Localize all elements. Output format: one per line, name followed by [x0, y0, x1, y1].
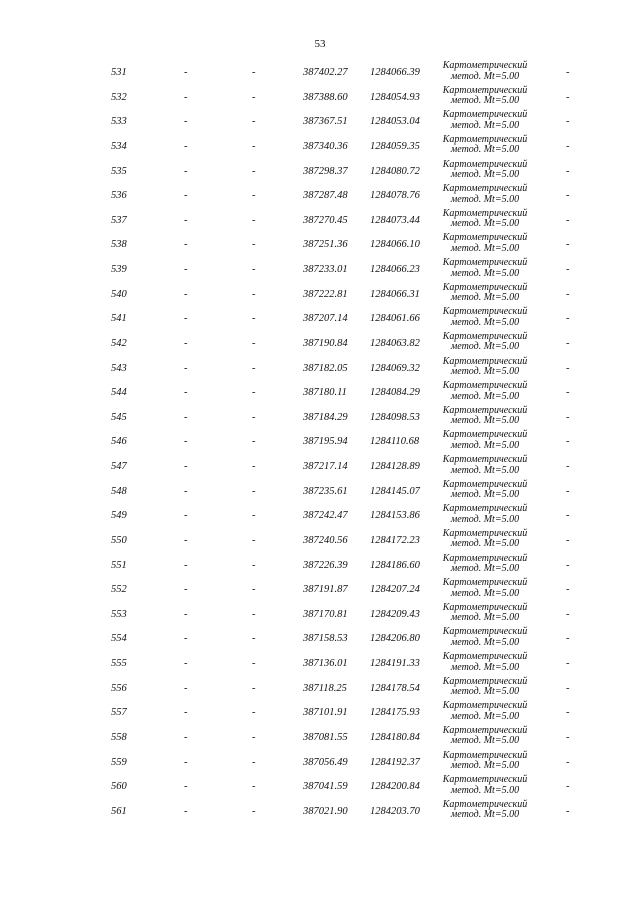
point-number: 536 [111, 190, 127, 202]
y-coordinate: 1284073.44 [370, 214, 420, 226]
method-cell: Картометрический метод. Mt=5.00 [442, 700, 528, 722]
method-cell: Картометрический метод. Mt=5.00 [442, 749, 528, 771]
dash-cell-3: - [566, 682, 570, 694]
y-coordinate: 1284172.23 [370, 534, 420, 546]
method-cell: Картометрический метод. Mt=5.00 [442, 798, 528, 821]
page-number: 53 [314, 38, 326, 50]
method-cell: Картометрический метод. Mt=5.00 [442, 109, 528, 131]
method-cell: Картометрический метод. Mt=5.00 [442, 84, 528, 107]
dash-cell-3: - [566, 608, 570, 620]
x-coordinate: 387182.05 [303, 362, 348, 374]
dash-cell-2: - [252, 534, 256, 546]
dash-cell-1: - [184, 510, 188, 522]
method-cell: Картометрический метод. Mt=5.00 [442, 257, 528, 279]
dash-cell-2: - [252, 116, 256, 128]
y-coordinate: 1284207.24 [370, 584, 420, 596]
dash-cell-2: - [252, 682, 256, 694]
table-row [0, 208, 640, 233]
method-cell: Картометрический метод. Mt=5.00 [442, 429, 528, 451]
y-coordinate: 1284178.54 [370, 682, 420, 694]
dash-cell-2: - [252, 485, 256, 497]
dash-cell-3: - [566, 534, 570, 546]
dash-cell-3: - [566, 461, 570, 472]
dash-cell-3: - [566, 633, 570, 645]
x-coordinate: 387021.90 [303, 805, 348, 817]
method-cell: Картометрический метод. Mt=5.00 [442, 577, 528, 599]
method-cell: Картометрический метод. Mt=5.00 [442, 232, 528, 254]
dash-cell-1: - [184, 165, 188, 177]
x-coordinate: 387388.60 [303, 91, 348, 103]
dash-cell-3: - [566, 67, 570, 78]
method-cell: Картометрический метод. Mt=5.00 [442, 281, 528, 304]
dash-cell-2: - [252, 805, 256, 817]
x-coordinate: 387136.01 [303, 658, 348, 669]
dash-cell-3: - [566, 485, 570, 497]
dash-cell-1: - [184, 534, 188, 546]
dash-cell-2: - [252, 362, 256, 374]
table-row [0, 577, 640, 602]
table-row [0, 134, 640, 159]
point-number: 531 [111, 67, 127, 78]
y-coordinate: 1284053.04 [370, 116, 420, 128]
y-coordinate: 1284059.35 [370, 140, 420, 152]
x-coordinate: 387298.37 [303, 165, 348, 177]
dash-cell-2: - [252, 67, 256, 78]
point-number: 552 [111, 584, 127, 596]
dash-cell-1: - [184, 584, 188, 596]
dash-cell-1: - [184, 411, 188, 423]
x-coordinate: 387195.94 [303, 436, 348, 448]
dash-cell-2: - [252, 387, 256, 399]
table-row [0, 232, 640, 257]
dash-cell-3: - [566, 264, 570, 275]
y-coordinate: 1284145.07 [370, 485, 420, 497]
method-cell: Картометрический метод. Mt=5.00 [442, 158, 528, 180]
y-coordinate: 1284061.66 [370, 313, 420, 325]
dash-cell-2: - [252, 658, 256, 669]
dash-cell-2: - [252, 461, 256, 472]
dash-cell-1: - [184, 485, 188, 497]
dash-cell-2: - [252, 436, 256, 448]
dash-cell-2: - [252, 91, 256, 103]
point-number: 549 [111, 510, 127, 522]
dash-cell-1: - [184, 239, 188, 251]
y-coordinate: 1284209.43 [370, 608, 420, 620]
dash-cell-2: - [252, 633, 256, 645]
point-number: 533 [111, 116, 127, 128]
dash-cell-3: - [566, 510, 570, 522]
dash-cell-3: - [566, 362, 570, 374]
x-coordinate: 387184.29 [303, 411, 348, 423]
table-row [0, 159, 640, 184]
dash-cell-1: - [184, 781, 188, 793]
table-row [0, 429, 640, 454]
table-row [0, 553, 640, 578]
x-coordinate: 387041.59 [303, 781, 348, 793]
dash-cell-2: - [252, 731, 256, 743]
dash-cell-2: - [252, 264, 256, 275]
dash-cell-1: - [184, 140, 188, 152]
method-cell: Картометрический метод. Mt=5.00 [442, 454, 528, 476]
dash-cell-3: - [566, 190, 570, 202]
dash-cell-3: - [566, 165, 570, 177]
dash-cell-3: - [566, 707, 570, 719]
table-row [0, 774, 640, 799]
method-cell: Картометрический метод. Mt=5.00 [442, 207, 528, 230]
dash-cell-1: - [184, 633, 188, 645]
dash-cell-1: - [184, 756, 188, 768]
y-coordinate: 1284128.89 [370, 461, 420, 472]
table-row [0, 183, 640, 208]
point-number: 541 [111, 313, 127, 325]
x-coordinate: 387226.39 [303, 559, 348, 571]
table-row [0, 676, 640, 701]
dash-cell-1: - [184, 461, 188, 472]
method-cell: Картометрический метод. Mt=5.00 [442, 380, 528, 402]
y-coordinate: 1284063.82 [370, 337, 420, 349]
point-number: 548 [111, 485, 127, 497]
dash-cell-3: - [566, 387, 570, 399]
dash-cell-2: - [252, 165, 256, 177]
y-coordinate: 1284110.68 [370, 436, 420, 448]
method-cell: Картометрический метод. Mt=5.00 [442, 626, 528, 648]
point-number: 555 [111, 658, 127, 669]
x-coordinate: 387222.81 [303, 288, 348, 300]
y-coordinate: 1284153.86 [370, 510, 420, 522]
y-coordinate: 1284084.29 [370, 387, 420, 399]
dash-cell-3: - [566, 337, 570, 349]
method-cell: Картометрический метод. Mt=5.00 [442, 675, 528, 698]
dash-cell-1: - [184, 559, 188, 571]
table-row [0, 528, 640, 553]
dash-cell-1: - [184, 214, 188, 226]
dash-cell-3: - [566, 140, 570, 152]
x-coordinate: 387340.36 [303, 140, 348, 152]
y-coordinate: 1284175.93 [370, 707, 420, 719]
dash-cell-1: - [184, 707, 188, 719]
method-cell: Картометрический метод. Mt=5.00 [442, 355, 528, 377]
dash-cell-2: - [252, 559, 256, 571]
x-coordinate: 387367.51 [303, 116, 348, 128]
dash-cell-3: - [566, 781, 570, 793]
table-row [0, 405, 640, 430]
method-cell: Картометрический метод. Mt=5.00 [442, 503, 528, 525]
table-row [0, 626, 640, 651]
point-number: 547 [111, 461, 127, 472]
dash-cell-3: - [566, 805, 570, 817]
y-coordinate: 1284069.32 [370, 362, 420, 374]
dash-cell-3: - [566, 214, 570, 226]
x-coordinate: 387402.27 [303, 67, 348, 78]
y-coordinate: 1284078.76 [370, 190, 420, 202]
table-row [0, 331, 640, 356]
point-number: 539 [111, 264, 127, 275]
table-row [0, 651, 640, 676]
dash-cell-1: - [184, 362, 188, 374]
dash-cell-2: - [252, 781, 256, 793]
dash-cell-2: - [252, 140, 256, 152]
x-coordinate: 387056.49 [303, 756, 348, 768]
table-row [0, 799, 640, 824]
dash-cell-3: - [566, 91, 570, 103]
y-coordinate: 1284206.80 [370, 633, 420, 645]
y-coordinate: 1284054.93 [370, 91, 420, 103]
dash-cell-1: - [184, 288, 188, 300]
dash-cell-1: - [184, 805, 188, 817]
dash-cell-3: - [566, 559, 570, 571]
table-row [0, 479, 640, 504]
table-row [0, 282, 640, 307]
y-coordinate: 1284180.84 [370, 731, 420, 743]
x-coordinate: 387217.14 [303, 461, 348, 472]
method-cell: Картометрический метод. Mt=5.00 [442, 601, 528, 624]
table-row [0, 109, 640, 134]
table-row [0, 60, 640, 85]
point-number: 553 [111, 608, 127, 620]
point-number: 540 [111, 288, 127, 300]
point-number: 551 [111, 559, 127, 571]
x-coordinate: 387287.48 [303, 190, 348, 202]
point-number: 542 [111, 337, 127, 349]
x-coordinate: 387170.81 [303, 608, 348, 620]
method-cell: Картометрический метод. Mt=5.00 [442, 183, 528, 205]
dash-cell-2: - [252, 608, 256, 620]
dash-cell-2: - [252, 239, 256, 251]
dash-cell-3: - [566, 116, 570, 128]
x-coordinate: 387270.45 [303, 214, 348, 226]
dash-cell-2: - [252, 584, 256, 596]
table-row [0, 503, 640, 528]
dash-cell-1: - [184, 682, 188, 694]
method-cell: Картометрический метод. Mt=5.00 [442, 552, 528, 574]
dash-cell-1: - [184, 731, 188, 743]
table-row [0, 700, 640, 725]
method-cell: Картометрический метод. Mt=5.00 [442, 774, 528, 796]
point-number: 560 [111, 781, 127, 793]
y-coordinate: 1284186.60 [370, 559, 420, 571]
y-coordinate: 1284203.70 [370, 805, 420, 817]
dash-cell-3: - [566, 436, 570, 448]
dash-cell-1: - [184, 387, 188, 399]
dash-cell-1: - [184, 313, 188, 325]
x-coordinate: 387118.25 [303, 682, 347, 694]
dash-cell-2: - [252, 288, 256, 300]
point-number: 557 [111, 707, 127, 719]
table-row [0, 306, 640, 331]
y-coordinate: 1284098.53 [370, 411, 420, 423]
point-number: 559 [111, 756, 127, 768]
dash-cell-3: - [566, 658, 570, 669]
dash-cell-1: - [184, 658, 188, 669]
point-number: 543 [111, 362, 127, 374]
method-cell: Картометрический метод. Mt=5.00 [442, 651, 528, 673]
dash-cell-1: - [184, 91, 188, 103]
point-number: 550 [111, 534, 127, 546]
point-number: 545 [111, 411, 127, 423]
table-row [0, 725, 640, 750]
table-row [0, 85, 640, 110]
dash-cell-3: - [566, 584, 570, 596]
coordinates-table [0, 60, 640, 823]
x-coordinate: 387240.56 [303, 534, 348, 546]
point-number: 535 [111, 165, 127, 177]
x-coordinate: 387190.84 [303, 337, 348, 349]
table-row [0, 750, 640, 775]
y-coordinate: 1284200.84 [370, 781, 420, 793]
y-coordinate: 1284066.23 [370, 264, 420, 275]
point-number: 561 [111, 805, 127, 817]
dash-cell-1: - [184, 116, 188, 128]
dash-cell-3: - [566, 288, 570, 300]
dash-cell-3: - [566, 239, 570, 251]
method-cell: Картометрический метод. Mt=5.00 [442, 330, 528, 353]
point-number: 556 [111, 682, 127, 694]
dash-cell-1: - [184, 67, 188, 78]
dash-cell-2: - [252, 337, 256, 349]
x-coordinate: 387191.87 [303, 584, 348, 596]
point-number: 558 [111, 731, 127, 743]
method-cell: Картометрический метод. Mt=5.00 [442, 133, 528, 156]
method-cell: Картометрический метод. Mt=5.00 [442, 306, 528, 328]
y-coordinate: 1284080.72 [370, 165, 420, 177]
y-coordinate: 1284066.39 [370, 67, 420, 78]
dash-cell-2: - [252, 214, 256, 226]
y-coordinate: 1284066.10 [370, 239, 420, 251]
point-number: 537 [111, 214, 127, 226]
point-number: 544 [111, 387, 127, 399]
method-cell: Картометрический метод. Mt=5.00 [442, 527, 528, 550]
method-cell: Картометрический метод. Mt=5.00 [442, 60, 528, 82]
table-row [0, 602, 640, 627]
dash-cell-1: - [184, 436, 188, 448]
x-coordinate: 387251.36 [303, 239, 348, 251]
dash-cell-3: - [566, 731, 570, 743]
table-row [0, 380, 640, 405]
y-coordinate: 1284191.33 [370, 658, 420, 669]
table-row [0, 454, 640, 479]
x-coordinate: 387207.14 [303, 313, 348, 325]
y-coordinate: 1284066.31 [370, 288, 420, 300]
dash-cell-2: - [252, 756, 256, 768]
dash-cell-1: - [184, 190, 188, 202]
x-coordinate: 387081.55 [303, 731, 348, 743]
point-number: 532 [111, 91, 127, 103]
point-number: 554 [111, 633, 127, 645]
dash-cell-2: - [252, 411, 256, 423]
dash-cell-2: - [252, 707, 256, 719]
dash-cell-2: - [252, 190, 256, 202]
dash-cell-3: - [566, 756, 570, 768]
dash-cell-2: - [252, 313, 256, 325]
dash-cell-1: - [184, 337, 188, 349]
dash-cell-2: - [252, 510, 256, 522]
table-row [0, 257, 640, 282]
point-number: 534 [111, 140, 127, 152]
point-number: 538 [111, 239, 127, 251]
x-coordinate: 387101.91 [303, 707, 348, 719]
point-number: 546 [111, 436, 127, 448]
x-coordinate: 387235.61 [303, 485, 348, 497]
dash-cell-3: - [566, 411, 570, 423]
method-cell: Картометрический метод. Mt=5.00 [442, 724, 528, 747]
dash-cell-1: - [184, 608, 188, 620]
x-coordinate: 387233.01 [303, 264, 348, 275]
dash-cell-1: - [184, 264, 188, 275]
table-row [0, 356, 640, 381]
y-coordinate: 1284192.37 [370, 756, 420, 768]
method-cell: Картометрический метод. Mt=5.00 [442, 404, 528, 427]
method-cell: Картометрический метод. Mt=5.00 [442, 478, 528, 501]
dash-cell-3: - [566, 313, 570, 325]
x-coordinate: 387158.53 [303, 633, 348, 645]
x-coordinate: 387242.47 [303, 510, 348, 522]
x-coordinate: 387180.11 [303, 387, 347, 399]
